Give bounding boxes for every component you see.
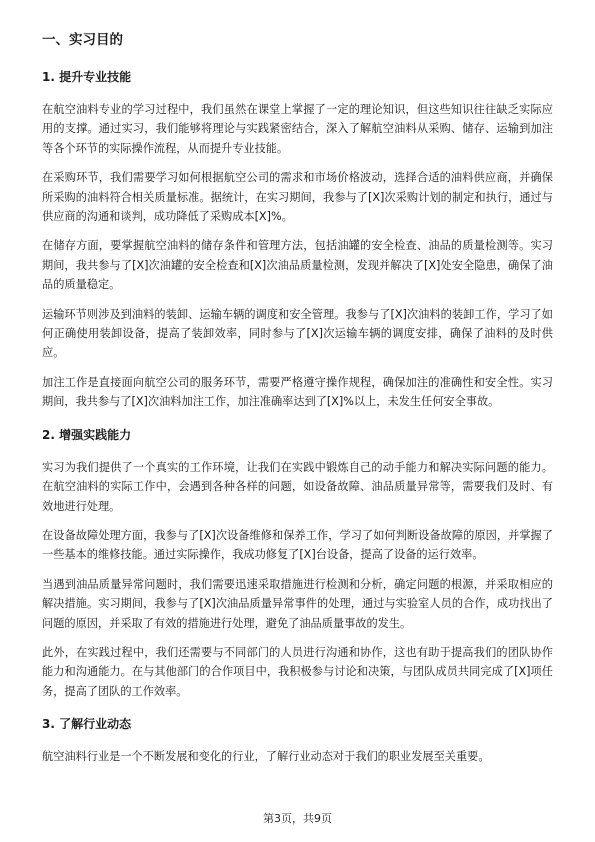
subsection-1 [42, 68, 553, 412]
section-title: 一、实习目的 [42, 32, 123, 48]
paragraph: 在设备故障处理方面，我参与了[X]次设备维修和保养工作，学习了如何判断设备故障的原因，并掌握了一些基本的维修技能。通过实际操作，我成功修复了[X]台设备，提高了设备的运行效率。 [42, 528, 553, 562]
subsection-title: 2. 增强实践能力 [42, 427, 132, 442]
subsection-title: 3. 了解行业动态 [42, 717, 132, 732]
paragraph: 加注工作是直接面向航空公司的服务环节，需要严格遵守操作规程，确保加注的准确性和安全性。实习期间，我共参与了[X]次油料加注工作，加注准确率达到了[X]%以上，未发生任何安全事故。 [42, 375, 553, 409]
paragraph: 在储存方面，要掌握航空油料的储存条件和管理方法，包括油罐的安全检查、油品的质量检测等。实习期间，我共参与了[X]次油罐的安全检查和[X]次油品质量检测，发现并解决了[X]处安全隐患，确保了油品的质量稳定。 [42, 239, 553, 292]
paragraph: 航空油料行业是一个不断发展和变化的行业，了解行业动态对于我们的职业发展至关重要。 [42, 750, 490, 764]
paragraph: 实习为我们提供了一个真实的工作环境，让我们在实践中锻炼自己的动手能力和解决实际问题的能力。在航空油料的实际工作中，会遇到各种各样的问题，如设备故障、油品质量异常等，需要我们及时、有效地进行处理。 [42, 460, 553, 513]
paragraph: 运输环节则涉及到油料的装卸、运输车辆的调度和安全管理。我参与了[X]次油料的装卸工作，学习了如何正确使用装卸设备，提高了装卸效率，同时参与了[X]次运输车辆的调度安排，确保了油料的及时供应。 [42, 307, 553, 360]
subsection-3 [42, 715, 553, 766]
paragraph: 此外，在实践过程中，我们还需要与不同部门的人员进行沟通和协作，这也有助于提高我们的团队协作能力和沟通能力。在与其他部门的合作项目中，我积极参与讨论和决策，与团队成员共同完成了[X]项任务，提高了团队的工作效率。 [42, 645, 553, 698]
subsection-2 [42, 426, 553, 701]
subsection-title: 1. 提升专业技能 [42, 70, 132, 84]
paragraph: 在航空油料专业的学习过程中，我们虽然在课堂上掌握了一定的理论知识，但这些知识往往缺乏实际应用的支撑。通过实习，我们能够将理论与实践紧密结合，深入了解航空油料从采购、储存、运输到加注等各个环节的实际操作流程，从而提升专业技能。 [42, 103, 553, 155]
paragraph: 在采购环节，我们需要学习如何根据航空公司的需求和市场价格波动，选择合适的油料供应商，并确保所采购的油料符合相关质量标准。据统计，在实习期间，我参与了[X]次采购计划的制定和执行，通过与供应商的沟通和谈判，成功降低了采购成本[X]%。 [42, 171, 553, 224]
paragraph: 当遇到油品质量异常问题时，我们需要迅速采取措施进行检测和分析，确定问题的根源，并采取相应的解决措施。实习期间，我参与了[X]次油品质量异常事件的处理，通过与实验室人员的合作，成功找出了问题的原因，并采取了有效的措施进行处理，避免了油品质量事故的发生。 [42, 577, 553, 630]
page-number-footer: 第3页，共9页 [263, 812, 332, 825]
